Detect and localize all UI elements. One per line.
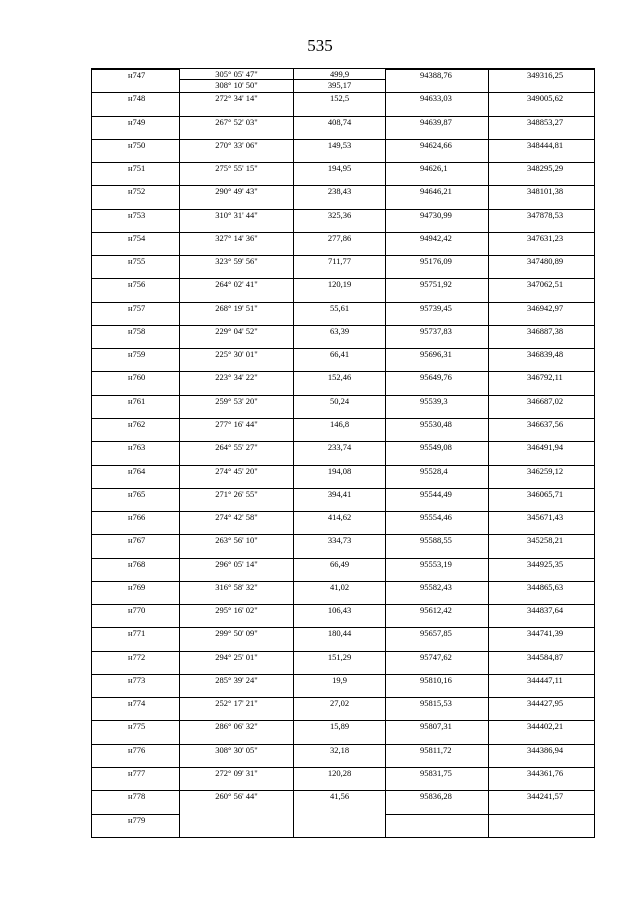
angle-cell: 225° 30' 01": [180, 349, 294, 372]
distance-cell: 152,46: [294, 372, 386, 395]
angle-cell: 274° 45' 20": [180, 465, 294, 488]
distance-cell: 149,53: [294, 139, 386, 162]
angle-cell: 263° 56' 10": [180, 535, 294, 558]
distance-cell: 194,08: [294, 465, 386, 488]
angle-cell: [386, 815, 489, 838]
angle-cell: 260° 56' 44": [180, 791, 294, 838]
x-cell: 94639,87: [386, 116, 489, 139]
point-cell: н761: [92, 395, 180, 418]
distance-cell: 106,43: [294, 605, 386, 628]
distance-cell: 55,61: [294, 302, 386, 325]
distance-cell: 414,62: [294, 512, 386, 535]
x-cell: 95657,85: [386, 628, 489, 651]
point-cell: н763: [92, 442, 180, 465]
table-body: [92, 69, 595, 838]
x-cell: 95528,4: [386, 465, 489, 488]
angle-cell: 323° 59' 56": [180, 256, 294, 279]
x-cell: 95810,16: [386, 674, 489, 697]
x-cell: 95737,83: [386, 325, 489, 348]
y-cell: 346687,02: [489, 395, 595, 418]
y-cell: 344361,76: [489, 767, 595, 790]
distance-cell: 120,28: [294, 767, 386, 790]
x-cell: 95539,3: [386, 395, 489, 418]
y-cell: 346259,12: [489, 465, 595, 488]
x-cell: 95544,49: [386, 488, 489, 511]
y-cell: 344741,39: [489, 628, 595, 651]
y-cell: 346887,38: [489, 325, 595, 348]
distance-cell: 395,17: [294, 80, 386, 93]
distance-cell: [489, 815, 595, 838]
distance-cell: 27,02: [294, 698, 386, 721]
y-cell: 344402,21: [489, 721, 595, 744]
y-cell: 346065,71: [489, 488, 595, 511]
point-cell: н776: [92, 744, 180, 767]
distance-cell: 120,19: [294, 279, 386, 302]
angle-cell: 295° 16' 02": [180, 605, 294, 628]
y-cell: 348101,38: [489, 186, 595, 209]
y-cell: 344925,35: [489, 558, 595, 581]
x-cell: 95751,92: [386, 279, 489, 302]
y-cell: 344584,87: [489, 651, 595, 674]
x-cell: 95530,48: [386, 418, 489, 441]
distance-cell: 238,43: [294, 186, 386, 209]
point-cell: н779: [92, 815, 180, 838]
distance-cell: 66,41: [294, 349, 386, 372]
point-cell: н762: [92, 418, 180, 441]
y-cell: 349005,62: [489, 93, 595, 116]
point-cell: н753: [92, 209, 180, 232]
angle-cell: 285° 39' 24": [180, 674, 294, 697]
y-cell: 346491,94: [489, 442, 595, 465]
point-cell: н773: [92, 674, 180, 697]
point-cell: н757: [92, 302, 180, 325]
x-cell: 95747,62: [386, 651, 489, 674]
angle-cell: 272° 34' 14": [180, 93, 294, 116]
y-cell: 347480,89: [489, 256, 595, 279]
y-cell: 347878,53: [489, 209, 595, 232]
point-cell: н764: [92, 465, 180, 488]
angle-cell: 274° 42' 58": [180, 512, 294, 535]
point-cell: н754: [92, 232, 180, 255]
angle-cell: 310° 31' 44": [180, 209, 294, 232]
angle-cell: 259° 53' 20": [180, 395, 294, 418]
angle-cell: 299° 50' 09": [180, 628, 294, 651]
distance-cell: 15,89: [294, 721, 386, 744]
angle-cell: 270° 33' 06": [180, 139, 294, 162]
x-cell: 94388,76: [386, 70, 489, 93]
point-cell: н747: [92, 70, 180, 93]
distance-cell: 151,29: [294, 651, 386, 674]
point-cell: н751: [92, 163, 180, 186]
y-cell: 346637,56: [489, 418, 595, 441]
x-cell: 95815,53: [386, 698, 489, 721]
y-cell: 347631,23: [489, 232, 595, 255]
y-cell: 346839,48: [489, 349, 595, 372]
point-cell: н749: [92, 116, 180, 139]
x-cell: 94942,42: [386, 232, 489, 255]
angle-cell: 290° 49' 43": [180, 186, 294, 209]
point-cell: н777: [92, 767, 180, 790]
point-cell: н759: [92, 349, 180, 372]
x-cell: 95176,09: [386, 256, 489, 279]
distance-cell: 41,56: [294, 791, 386, 838]
distance-cell: 63,39: [294, 325, 386, 348]
x-cell: 94730,99: [386, 209, 489, 232]
point-cell: н750: [92, 139, 180, 162]
distance-cell: 394,41: [294, 488, 386, 511]
x-cell: 94626,1: [386, 163, 489, 186]
distance-cell: 408,74: [294, 116, 386, 139]
distance-cell: 41,02: [294, 581, 386, 604]
y-cell: 344386,94: [489, 744, 595, 767]
y-cell: 344447,11: [489, 674, 595, 697]
y-cell: 348444,81: [489, 139, 595, 162]
y-cell: 344241,57: [489, 791, 595, 815]
distance-cell: 325,36: [294, 209, 386, 232]
x-cell: 95554,46: [386, 512, 489, 535]
distance-cell: 19,9: [294, 674, 386, 697]
point-cell: н769: [92, 581, 180, 604]
point-cell: н752: [92, 186, 180, 209]
distance-cell: 334,73: [294, 535, 386, 558]
point-cell: н765: [92, 488, 180, 511]
y-cell: 347062,51: [489, 279, 595, 302]
distance-cell: 194,95: [294, 163, 386, 186]
point-cell: н756: [92, 279, 180, 302]
x-cell: 95612,42: [386, 605, 489, 628]
distance-cell: 50,24: [294, 395, 386, 418]
point-cell: н755: [92, 256, 180, 279]
x-cell: 95696,31: [386, 349, 489, 372]
point-cell: н760: [92, 372, 180, 395]
point-cell: н768: [92, 558, 180, 581]
x-cell: 95836,28: [386, 791, 489, 815]
point-cell: н778: [92, 791, 180, 815]
angle-cell: 305° 05' 47": [180, 69, 294, 80]
angle-cell: 252° 17' 21": [180, 698, 294, 721]
x-cell: 95553,19: [386, 558, 489, 581]
y-cell: 344427,95: [489, 698, 595, 721]
y-cell: 346942,97: [489, 302, 595, 325]
y-cell: 344837,64: [489, 605, 595, 628]
x-cell: 95739,45: [386, 302, 489, 325]
angle-cell: 264° 55' 27": [180, 442, 294, 465]
angle-cell: 275° 55' 15": [180, 163, 294, 186]
angle-cell: 294° 25' 01": [180, 651, 294, 674]
survey-coordinates-table: [91, 68, 595, 838]
y-cell: 345258,21: [489, 535, 595, 558]
angle-cell: 267° 52' 03": [180, 116, 294, 139]
angle-cell: 277° 16' 44": [180, 418, 294, 441]
angle-cell: 327° 14' 36": [180, 232, 294, 255]
point-cell: н772: [92, 651, 180, 674]
x-cell: 95831,75: [386, 767, 489, 790]
x-cell: 95807,31: [386, 721, 489, 744]
x-cell: 95588,55: [386, 535, 489, 558]
point-cell: н770: [92, 605, 180, 628]
distance-cell: 233,74: [294, 442, 386, 465]
angle-cell: 296° 05' 14": [180, 558, 294, 581]
angle-cell: 316° 58' 32": [180, 581, 294, 604]
y-cell: 349316,25: [489, 70, 595, 93]
x-cell: 95811,72: [386, 744, 489, 767]
x-cell: 95649,76: [386, 372, 489, 395]
point-cell: н774: [92, 698, 180, 721]
distance-cell: 711,77: [294, 256, 386, 279]
point-cell: н748: [92, 93, 180, 116]
x-cell: 94633,03: [386, 93, 489, 116]
y-cell: 348295,29: [489, 163, 595, 186]
angle-cell: 264° 02' 41": [180, 279, 294, 302]
distance-cell: 32,18: [294, 744, 386, 767]
distance-cell: 66,49: [294, 558, 386, 581]
distance-cell: 146,8: [294, 418, 386, 441]
point-cell: н775: [92, 721, 180, 744]
angle-cell: 268° 19' 51": [180, 302, 294, 325]
point-cell: н771: [92, 628, 180, 651]
x-cell: 94624,66: [386, 139, 489, 162]
angle-cell: 229° 04' 52": [180, 325, 294, 348]
distance-cell: 277,86: [294, 232, 386, 255]
distance-cell: 499,9: [294, 69, 386, 80]
x-cell: 95549,08: [386, 442, 489, 465]
page-number: 535: [307, 36, 333, 55]
distance-cell: 152,5: [294, 93, 386, 116]
angle-cell: 272° 09' 31": [180, 767, 294, 790]
angle-cell: 308° 30' 05": [180, 744, 294, 767]
angle-cell: 308° 10' 50": [180, 80, 294, 93]
angle-cell: 286° 06' 32": [180, 721, 294, 744]
angle-cell: 271° 26' 55": [180, 488, 294, 511]
y-cell: 346792,11: [489, 372, 595, 395]
x-cell: 95582,43: [386, 581, 489, 604]
x-cell: 94646,21: [386, 186, 489, 209]
point-cell: н767: [92, 535, 180, 558]
y-cell: 345671,43: [489, 512, 595, 535]
distance-cell: 180,44: [294, 628, 386, 651]
y-cell: 348853,27: [489, 116, 595, 139]
angle-cell: 223° 34' 22": [180, 372, 294, 395]
y-cell: 344865,63: [489, 581, 595, 604]
point-cell: н766: [92, 512, 180, 535]
point-cell: н758: [92, 325, 180, 348]
